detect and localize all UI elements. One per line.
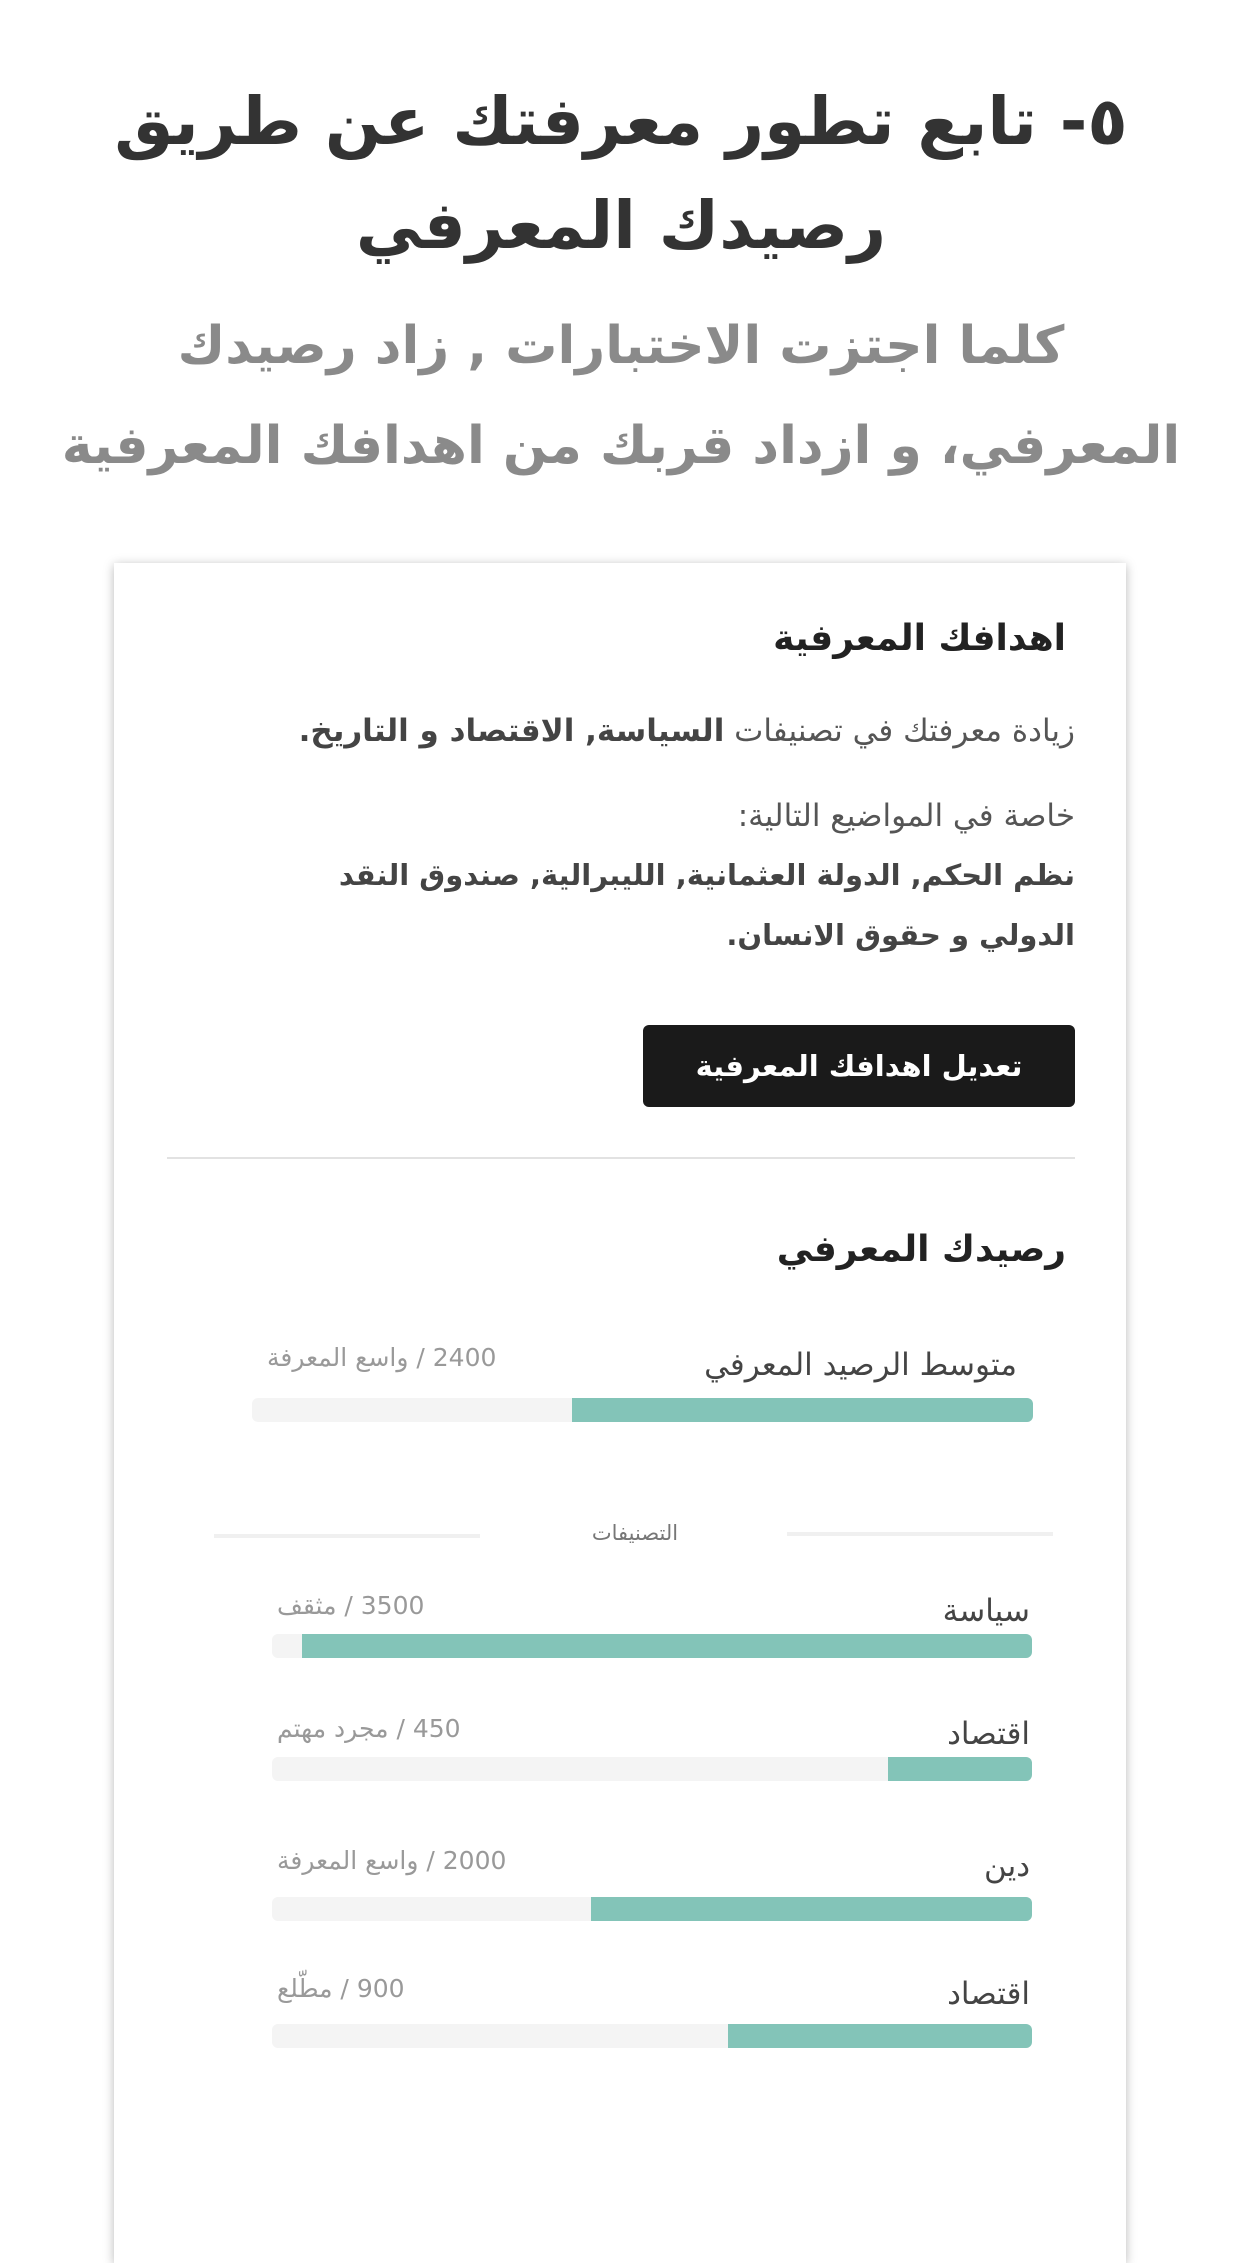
category-progress-fill: [888, 1757, 1032, 1781]
category-label: اقتصاد: [947, 1976, 1030, 2012]
category-value: 2000 / واسع المعرفة: [277, 1846, 507, 1875]
category-value: 450 / مجرد مهتم: [277, 1714, 461, 1743]
category-value: 900 / مطّلع: [277, 1974, 405, 2003]
goals-topics: نظم الحكم, الدولة العثمانية, الليبرالية, صندوق النقد الدولي و حقوق الانسان.: [338, 858, 1075, 952]
category-label: دين: [983, 1848, 1030, 1884]
goals-topics-intro: خاصة في المواضيع التالية:: [737, 798, 1075, 834]
edit-goals-button[interactable]: تعديل اهدافك المعرفية: [643, 1025, 1075, 1107]
average-balance-progress: [252, 1398, 1033, 1422]
average-balance-label: متوسط الرصيد المعرفي: [704, 1347, 1017, 1383]
hero-subtitle: كلما اجتزت الاختبارات , زاد رصيدك المعرفي، و ازداد قربك من اهدافك المعرفية: [61, 316, 1181, 476]
category-progress: [272, 1634, 1032, 1658]
categories-divider-left: [214, 1534, 480, 1538]
goals-title: اهدافك المعرفية: [773, 618, 1066, 659]
section-divider: [167, 1157, 1075, 1159]
average-balance-value: 2400 / واسع المعرفة: [267, 1343, 497, 1372]
category-progress-fill: [302, 1634, 1032, 1658]
category-progress: [272, 2024, 1032, 2048]
hero-title: ٥- تابع تطور معرفتك عن طريق رصيدك المعرفي: [114, 83, 1128, 264]
goals-categories: السياسة, الاقتصاد و التاريخ.: [298, 713, 725, 749]
category-progress-fill: [591, 1897, 1032, 1921]
goals-description-text: زيادة معرفتك في تصنيفات: [724, 713, 1075, 749]
categories-divider-right: [787, 1532, 1053, 1536]
goals-description: [299, 713, 1075, 749]
category-progress: [272, 1897, 1032, 1921]
balance-title: رصيدك المعرفي: [776, 1229, 1066, 1270]
category-value: 3500 / مثقف: [277, 1591, 425, 1620]
knowledge-card: [114, 563, 1126, 2263]
category-label: سياسة: [942, 1593, 1030, 1629]
categories-heading: التصنيفات: [591, 1521, 679, 1545]
average-balance-progress-fill: [572, 1398, 1033, 1422]
category-progress: [272, 1757, 1032, 1781]
category-label: اقتصاد: [947, 1716, 1030, 1752]
category-progress-fill: [728, 2024, 1032, 2048]
